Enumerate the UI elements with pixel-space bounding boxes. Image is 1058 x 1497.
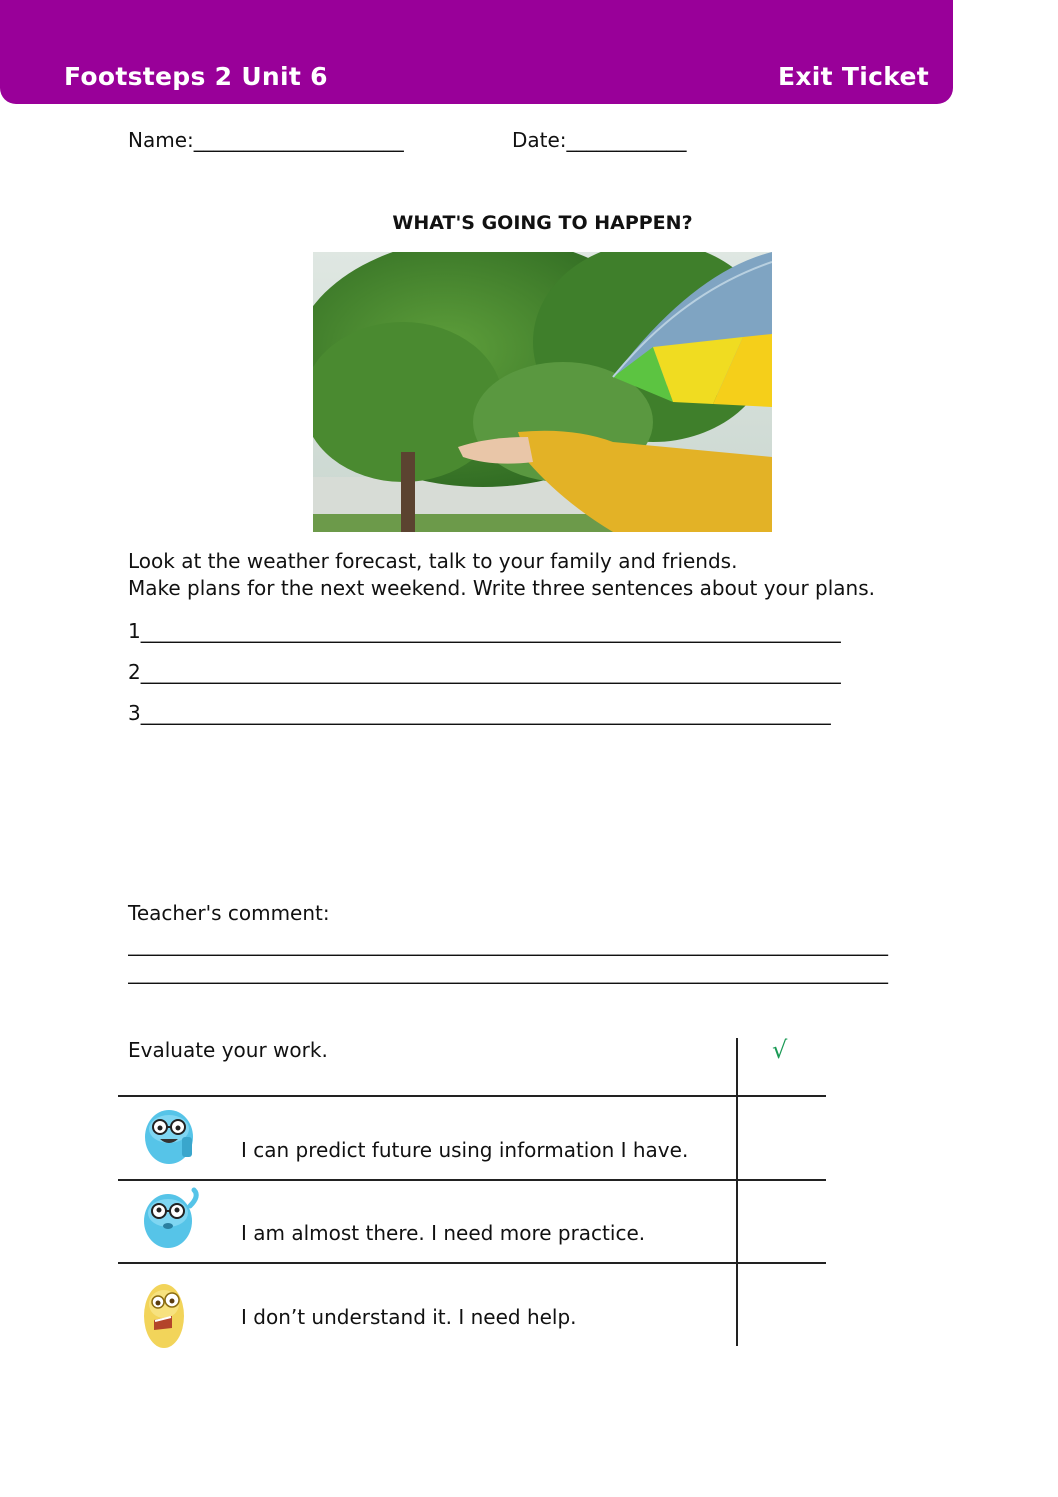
happy-blue-monster-icon [138, 1103, 200, 1169]
rain-umbrella-photo [313, 252, 772, 532]
worried-yellow-monster-icon [138, 1278, 190, 1354]
instruction-line-2: Make plans for the next weekend. Write three sentences about your plans. [128, 576, 876, 600]
answer-line-2[interactable]: 2______________________________________________________________________ [128, 660, 841, 684]
teacher-comment-label: Teacher's comment: [128, 901, 330, 925]
criterion-2-text: I am almost there. I need more practice. [241, 1221, 646, 1245]
table-row-divider [118, 1179, 826, 1181]
table-column-divider [736, 1038, 738, 1346]
evaluate-label: Evaluate your work. [128, 1038, 328, 1062]
thinking-blue-monster-icon [138, 1186, 204, 1254]
teacher-comment-line-2[interactable]: ____________________________________________________________________________ [128, 960, 888, 984]
unit-title: Footsteps 2 Unit 6 [64, 62, 328, 91]
teacher-comment-line-1[interactable]: ____________________________________________________________________________ [128, 932, 888, 956]
date-field[interactable]: Date:____________ [512, 128, 687, 152]
criterion-3-text: I don’t understand it. I need help. [241, 1305, 577, 1329]
table-row-divider [118, 1262, 826, 1264]
exit-ticket-label: Exit Ticket [777, 62, 929, 91]
worksheet-title: WHAT'S GOING TO HAPPEN? [392, 212, 693, 234]
answer-line-3[interactable]: 3_____________________________________________________________________ [128, 701, 831, 725]
name-field[interactable]: Name:_____________________ [128, 128, 404, 152]
answer-line-1[interactable]: 1______________________________________________________________________ [128, 619, 841, 643]
table-row-divider [118, 1095, 826, 1097]
instruction-line-1: Look at the weather forecast, talk to your family and friends. [128, 549, 738, 573]
header-banner [0, 0, 953, 104]
criterion-1-text: I can predict future using information I have. [241, 1138, 689, 1162]
check-mark-icon: √ [772, 1036, 788, 1064]
